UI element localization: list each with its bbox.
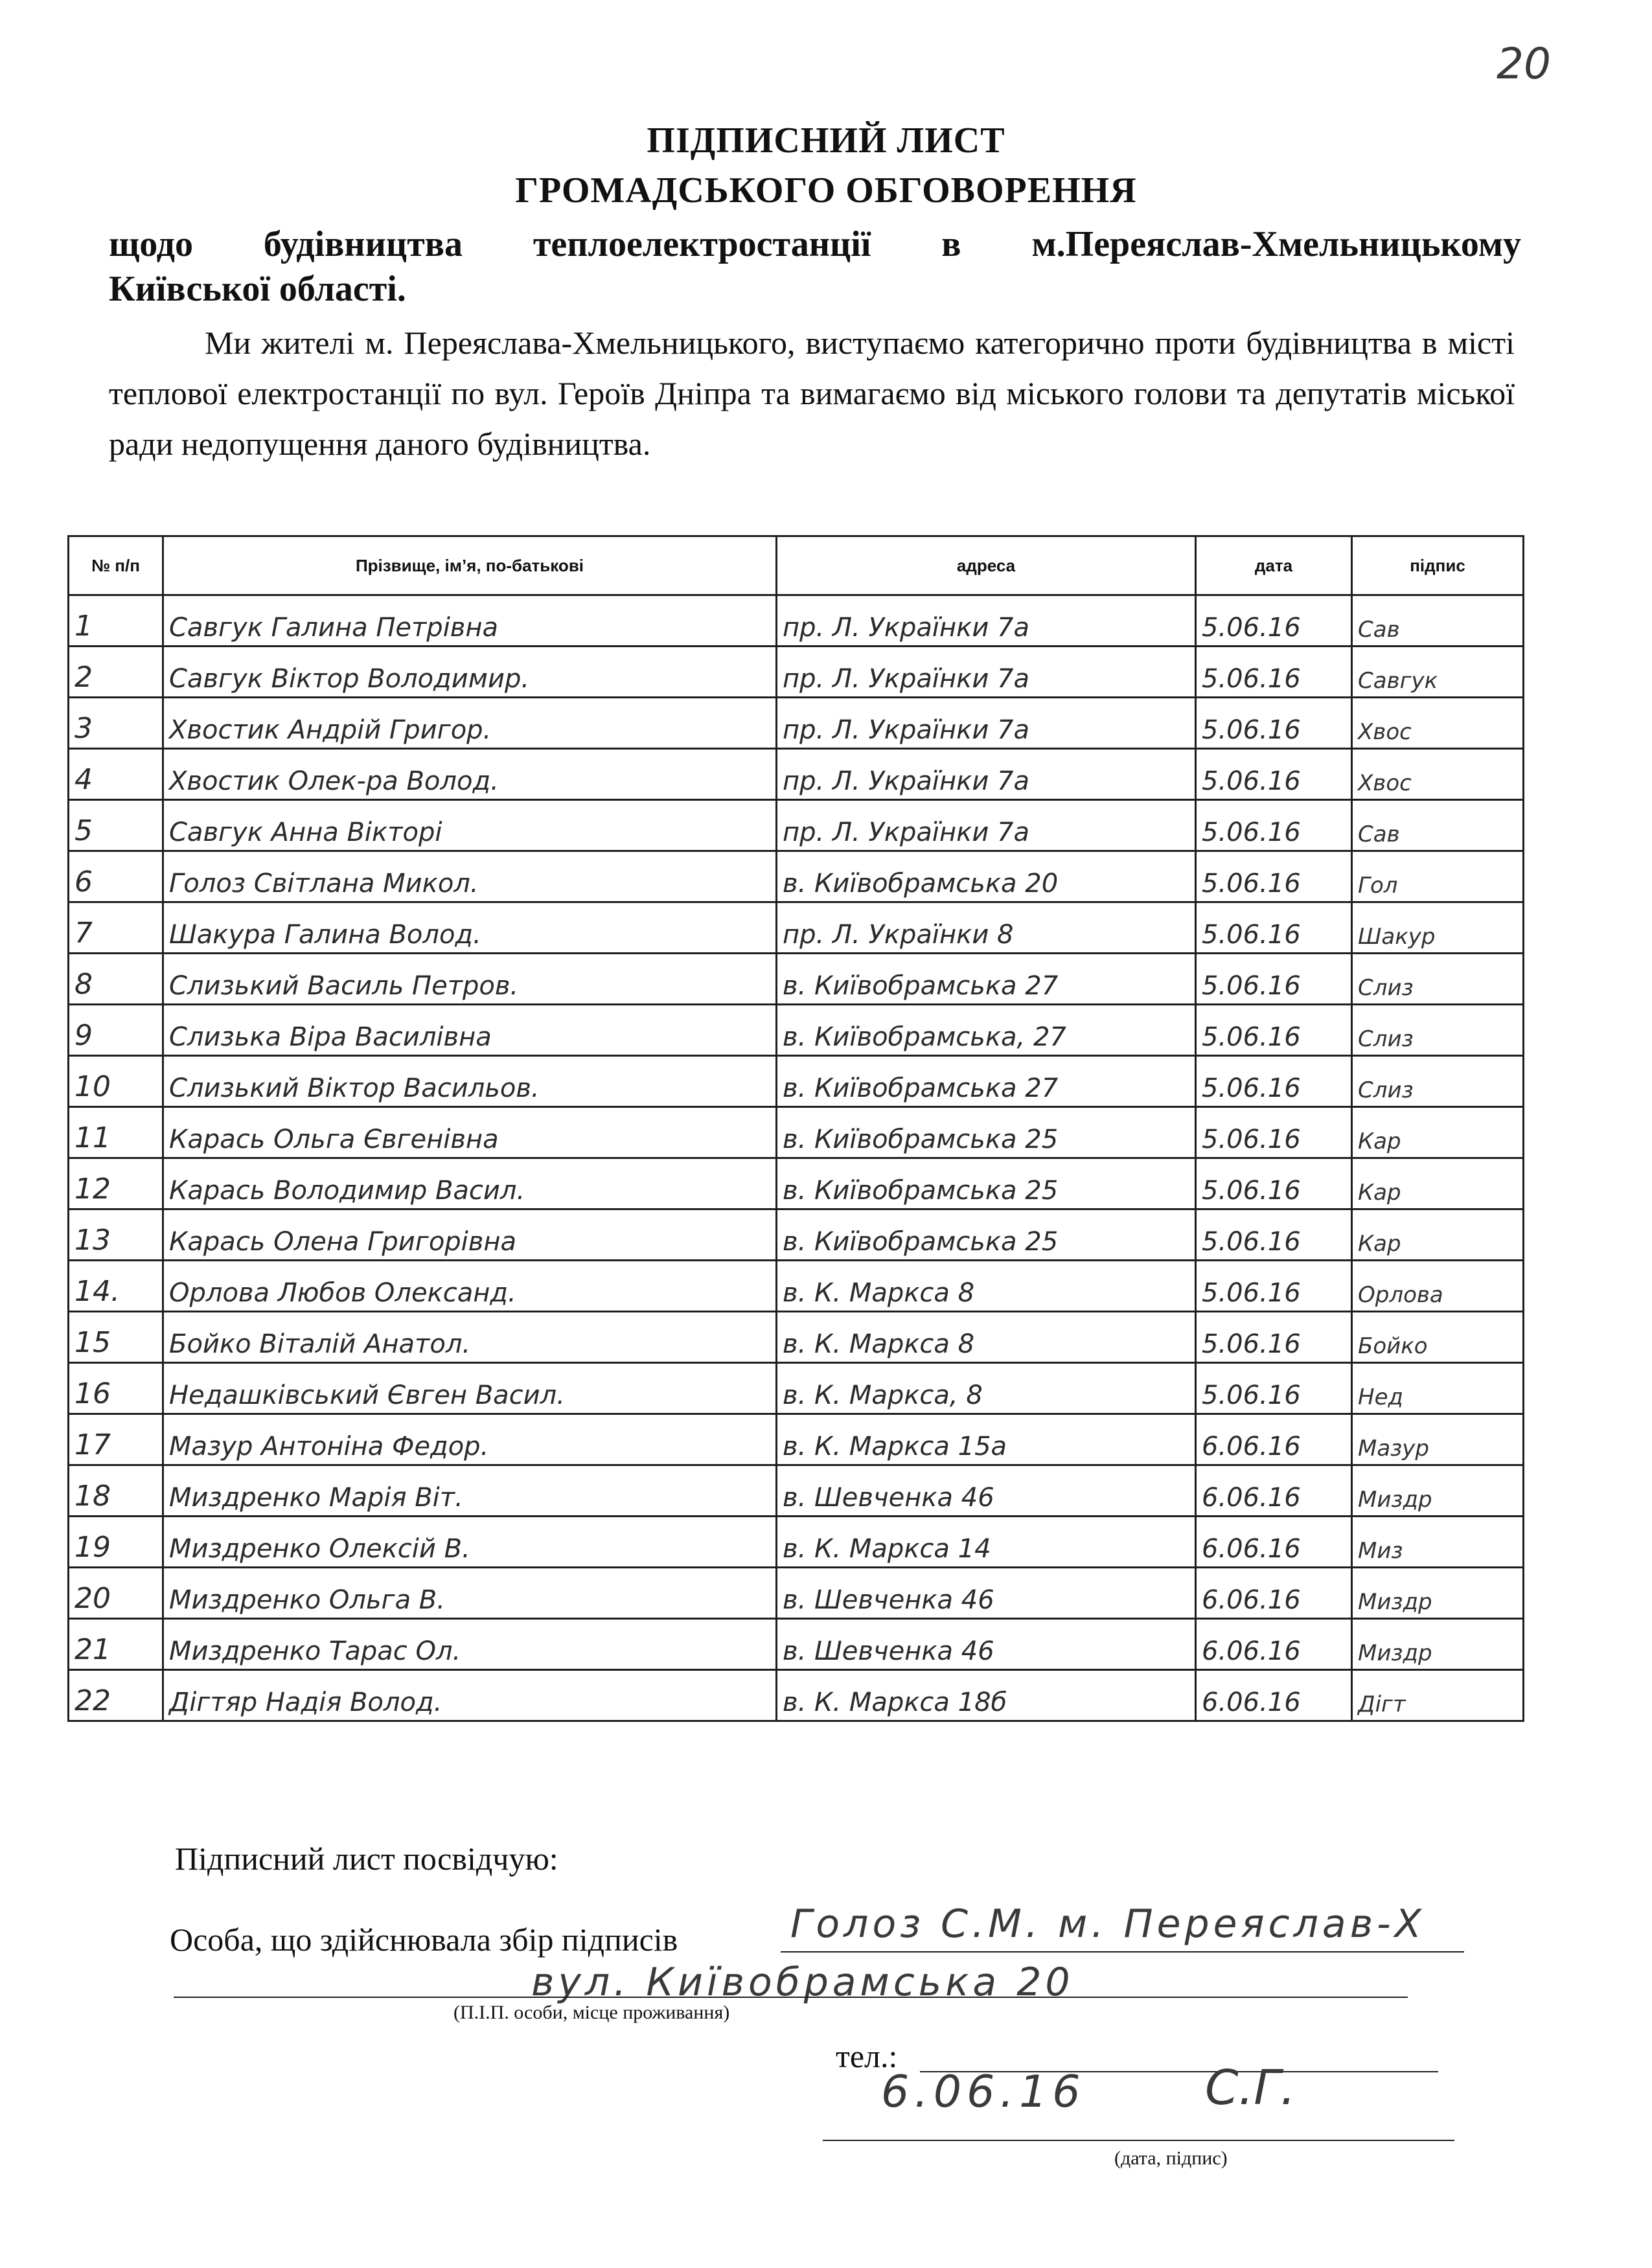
row-address: в. Київобрамська 25 <box>777 1107 1196 1158</box>
collector-handwritten-name: Голоз С.М. м. Переяслав-Х <box>790 1901 1425 1947</box>
table-row <box>69 1568 1524 1619</box>
row-address: пр. Л. Українки 7а <box>777 800 1196 851</box>
row-name: Орлова Любов Олександ. <box>163 1261 777 1312</box>
row-address: в. К. Маркса, 8 <box>777 1363 1196 1414</box>
row-date: 5.06.16 <box>1196 1107 1352 1158</box>
row-name: Карась Олена Григорівна <box>163 1209 777 1261</box>
row-signature: Кар <box>1352 1209 1524 1261</box>
row-signature: Савгук <box>1352 647 1524 698</box>
row-number: 2 <box>69 647 163 698</box>
row-address: в. Київобрамська 25 <box>777 1209 1196 1261</box>
row-signature: Бойко <box>1352 1312 1524 1363</box>
row-address: в. К. Маркса 8 <box>777 1261 1196 1312</box>
row-address: пр. Л. Українки 7а <box>777 749 1196 800</box>
row-address: в. Київобрамська 27 <box>777 1056 1196 1107</box>
title-line-2: ГРОМАДСЬКОГО ОБГОВОРЕННЯ <box>515 170 1137 211</box>
row-number: 3 <box>69 698 163 749</box>
row-name: Савгук Віктор Володимир. <box>163 647 777 698</box>
row-number: 1 <box>69 595 163 647</box>
row-signature: Сав <box>1352 800 1524 851</box>
row-number: 14. <box>69 1261 163 1312</box>
row-signature: Миздр <box>1352 1465 1524 1517</box>
row-date: 5.06.16 <box>1196 647 1352 698</box>
row-signature: Нед <box>1352 1363 1524 1414</box>
row-name: Шакура Галина Волод. <box>163 902 777 954</box>
row-signature: Орлова <box>1352 1261 1524 1312</box>
row-signature: Кар <box>1352 1158 1524 1209</box>
row-signature: Кар <box>1352 1107 1524 1158</box>
row-date: 5.06.16 <box>1196 1056 1352 1107</box>
table-row <box>69 851 1524 902</box>
row-date: 5.06.16 <box>1196 1312 1352 1363</box>
row-name: Бойко Віталій Анатол. <box>163 1312 777 1363</box>
collector-line-2 <box>174 1997 1408 1998</box>
row-name: Слизький Віктор Васильов. <box>163 1056 777 1107</box>
row-date: 6.06.16 <box>1196 1517 1352 1568</box>
date-signature-line <box>823 2140 1454 2141</box>
row-address: в. Київобрамська 25 <box>777 1158 1196 1209</box>
row-address: в. К. Маркса 15а <box>777 1414 1196 1465</box>
row-number: 17 <box>69 1414 163 1465</box>
table-row <box>69 647 1524 698</box>
row-name: Мазур Антоніна Федор. <box>163 1414 777 1465</box>
row-name: Хвостик Андрій Григор. <box>163 698 777 749</box>
row-signature: Хвос <box>1352 749 1524 800</box>
table-body <box>69 595 1524 1721</box>
row-address: в. Київобрамська 27 <box>777 954 1196 1005</box>
row-number: 22 <box>69 1670 163 1721</box>
row-name: Карась Ольга Євгенівна <box>163 1107 777 1158</box>
row-signature: Миз <box>1352 1517 1524 1568</box>
row-number: 7 <box>69 902 163 954</box>
row-date: 5.06.16 <box>1196 1363 1352 1414</box>
row-date: 5.06.16 <box>1196 851 1352 902</box>
certify-label: Підписний лист посвідчую: <box>175 1840 558 1877</box>
row-address: пр. Л. Українки 7а <box>777 595 1196 647</box>
phone-label: тел.: <box>836 2038 898 2074</box>
table-row <box>69 1158 1524 1209</box>
row-number: 13 <box>69 1209 163 1261</box>
collector-label: Особа, що здійснювала збір підписів <box>170 1921 678 1958</box>
table-row <box>69 1107 1524 1158</box>
row-number: 15 <box>69 1312 163 1363</box>
row-signature: Слиз <box>1352 1005 1524 1056</box>
table-row <box>69 800 1524 851</box>
row-number: 5 <box>69 800 163 851</box>
row-signature: Сав <box>1352 595 1524 647</box>
row-number: 10 <box>69 1056 163 1107</box>
collector-signature: С.Г. <box>1205 2060 1296 2116</box>
table-row <box>69 698 1524 749</box>
row-address: в. Шевченка 46 <box>777 1619 1196 1670</box>
row-name: Недашківський Євген Васил. <box>163 1363 777 1414</box>
row-number: 4 <box>69 749 163 800</box>
row-name: Слизький Василь Петров. <box>163 954 777 1005</box>
row-date: 6.06.16 <box>1196 1568 1352 1619</box>
column-header-signature: підпис <box>1352 536 1524 595</box>
table-row <box>69 1209 1524 1261</box>
signature-table <box>67 535 1524 1722</box>
row-number: 20 <box>69 1568 163 1619</box>
row-name: Карась Володимир Васил. <box>163 1158 777 1209</box>
table-row <box>69 1517 1524 1568</box>
row-date: 6.06.16 <box>1196 1414 1352 1465</box>
row-address: в. Київобрамська, 27 <box>777 1005 1196 1056</box>
column-header-address: адреса <box>777 536 1196 595</box>
row-number: 16 <box>69 1363 163 1414</box>
row-date: 5.06.16 <box>1196 749 1352 800</box>
intro-paragraph: Ми жителі м. Переяслава-Хмельницького, виступаємо категорично проти будівництва в місті теплової електростанції по вул. Героїв Дніпра та вимагаємо від міського голови та депутатів міської ради недопущення даного будівництва. <box>109 325 1515 462</box>
row-date: 5.06.16 <box>1196 1261 1352 1312</box>
row-address: в. Київобрамська 20 <box>777 851 1196 902</box>
row-name: Миздренко Олексій В. <box>163 1517 777 1568</box>
table-row <box>69 595 1524 647</box>
subtitle-line-1: щодо будівництва теплоелектростанції в м.Переяслав-Хмельницькому <box>109 224 1521 264</box>
table-row <box>69 1414 1524 1465</box>
date-handwritten: 6.06.16 <box>881 2067 1086 2118</box>
row-name: Хвостик Олек-ра Волод. <box>163 749 777 800</box>
row-name: Слизька Віра Василівна <box>163 1005 777 1056</box>
row-signature: Слиз <box>1352 954 1524 1005</box>
row-date: 5.06.16 <box>1196 595 1352 647</box>
row-signature: Шакур <box>1352 902 1524 954</box>
table-row <box>69 1465 1524 1517</box>
table-row <box>69 1670 1524 1721</box>
table-row <box>69 902 1524 954</box>
row-signature: Миздр <box>1352 1619 1524 1670</box>
row-name: Миздренко Тарас Ол. <box>163 1619 777 1670</box>
row-date: 5.06.16 <box>1196 800 1352 851</box>
subtitle-line-2: Київської області. <box>109 269 406 309</box>
row-number: 19 <box>69 1517 163 1568</box>
row-name: Миздренко Марія Віт. <box>163 1465 777 1517</box>
column-header-name: Прізвище, ім’я, по-батькові <box>163 536 777 595</box>
title-line-1: ПІДПИСНИЙ ЛИСТ <box>647 120 1005 161</box>
row-number: 9 <box>69 1005 163 1056</box>
table-row <box>69 1312 1524 1363</box>
row-date: 5.06.16 <box>1196 1158 1352 1209</box>
row-name: Голоз Світлана Микол. <box>163 851 777 902</box>
table-row <box>69 1056 1524 1107</box>
row-date: 5.06.16 <box>1196 902 1352 954</box>
row-date: 6.06.16 <box>1196 1619 1352 1670</box>
row-number: 6 <box>69 851 163 902</box>
table-row <box>69 1005 1524 1056</box>
date-caption: (дата, підпис) <box>1114 2148 1228 2169</box>
row-address: пр. Л. Українки 7а <box>777 647 1196 698</box>
row-address: в. Шевченка 46 <box>777 1465 1196 1517</box>
table-row <box>69 1619 1524 1670</box>
row-signature: Дігт <box>1352 1670 1524 1721</box>
row-signature: Мазур <box>1352 1414 1524 1465</box>
collector-handwritten-address: вул. Київобрамська 20 <box>531 1960 1074 2005</box>
row-date: 5.06.16 <box>1196 698 1352 749</box>
row-signature: Гол <box>1352 851 1524 902</box>
table-row <box>69 1363 1524 1414</box>
row-number: 21 <box>69 1619 163 1670</box>
collector-line-1 <box>781 1951 1464 1953</box>
table-row <box>69 749 1524 800</box>
row-date: 5.06.16 <box>1196 1209 1352 1261</box>
row-signature: Миздр <box>1352 1568 1524 1619</box>
row-name: Миздренко Ольга В. <box>163 1568 777 1619</box>
table-row <box>69 1261 1524 1312</box>
row-address: пр. Л. Українки 7а <box>777 698 1196 749</box>
row-address: в. Шевченка 46 <box>777 1568 1196 1619</box>
row-date: 5.06.16 <box>1196 954 1352 1005</box>
row-number: 8 <box>69 954 163 1005</box>
row-number: 18 <box>69 1465 163 1517</box>
table-header-row <box>69 536 1524 595</box>
page-number: 20 <box>1497 39 1551 89</box>
row-signature: Слиз <box>1352 1056 1524 1107</box>
row-number: 12 <box>69 1158 163 1209</box>
table-row <box>69 954 1524 1005</box>
row-date: 6.06.16 <box>1196 1465 1352 1517</box>
collector-caption: (П.І.П. особи, місце проживання) <box>453 2002 730 2023</box>
row-signature: Хвос <box>1352 698 1524 749</box>
row-name: Дігтяр Надія Волод. <box>163 1670 777 1721</box>
row-date: 5.06.16 <box>1196 1005 1352 1056</box>
row-name: Савгук Галина Петрівна <box>163 595 777 647</box>
row-address: в. К. Маркса 8 <box>777 1312 1196 1363</box>
row-date: 6.06.16 <box>1196 1670 1352 1721</box>
row-name: Савгук Анна Вікторі <box>163 800 777 851</box>
row-number: 11 <box>69 1107 163 1158</box>
row-address: в. К. Маркса 18б <box>777 1670 1196 1721</box>
column-header-num: № п/п <box>69 536 163 595</box>
row-address: в. К. Маркса 14 <box>777 1517 1196 1568</box>
column-header-date: дата <box>1196 536 1352 595</box>
row-address: пр. Л. Українки 8 <box>777 902 1196 954</box>
